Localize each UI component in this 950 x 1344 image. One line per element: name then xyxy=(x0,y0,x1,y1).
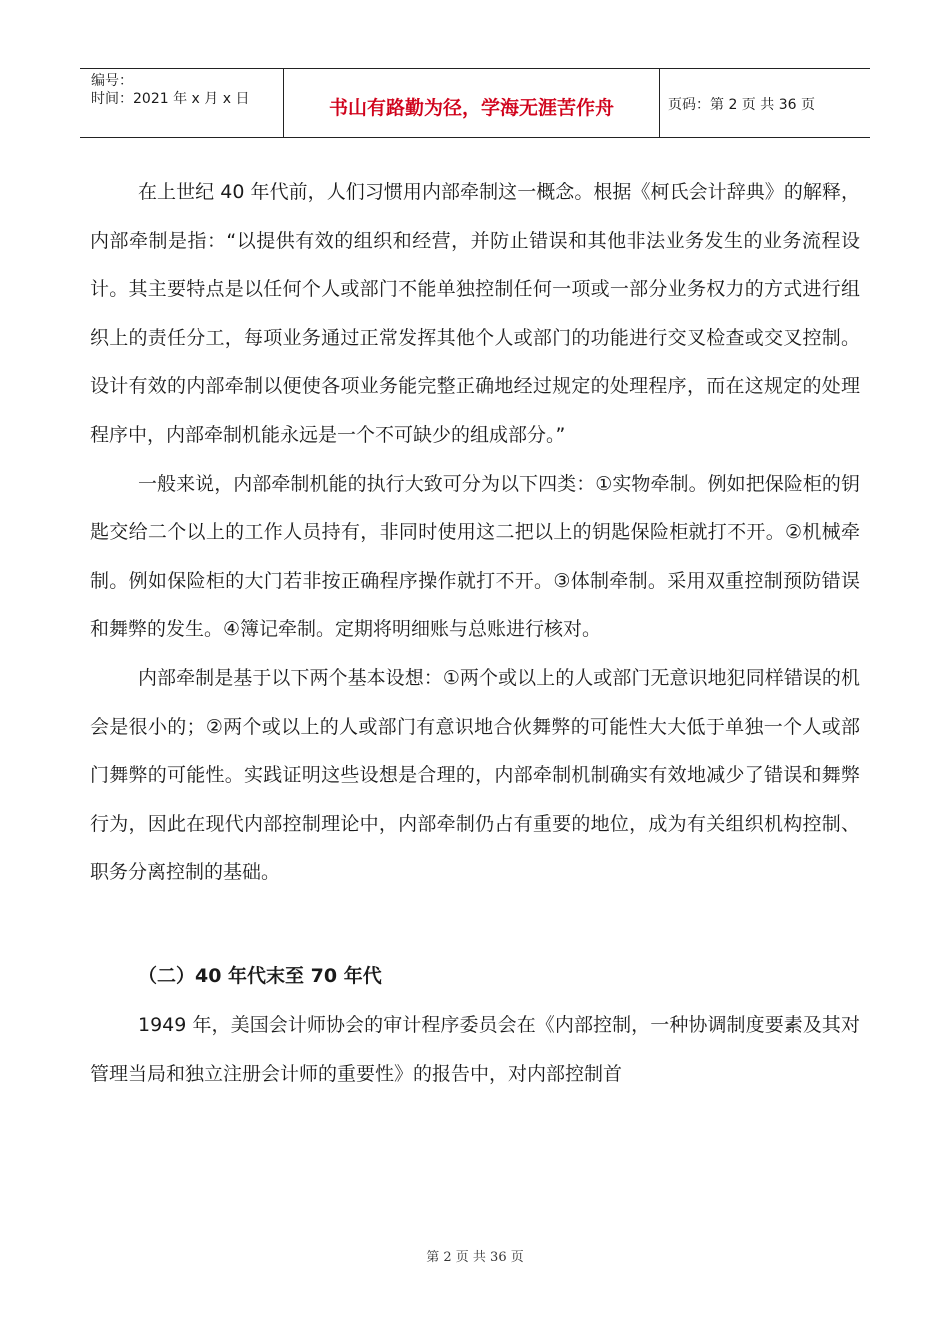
document-number-label: 编号： xyxy=(91,73,133,89)
footer-page-number: 第 2 页 共 36 页 xyxy=(426,1250,524,1265)
header-motto-cell xyxy=(284,69,660,137)
document-body xyxy=(90,168,860,1098)
header-motto: 书山有路勤为径，学海无涯苦作舟 xyxy=(328,96,614,119)
header-page-number: 页码：第 2 页 共 36 页 xyxy=(668,97,815,113)
section-heading: （二）40 年代末至 70 年代 xyxy=(138,964,382,987)
body-paragraph: 1949 年，美国会计师协会的审计程序委员会在《内部控制，一种协调制度要素及其对管理当局和独立注册会计师的重要性》的报告中，对内部控制首 xyxy=(90,1013,860,1085)
body-paragraph: 在上世纪 40 年代前，人们习惯用内部牵制这一概念。根据《柯氏会计辞典》的解释，内部牵制是指：“以提供有效的组织和经营，并防止错误和其他非法业务发生的业务流程设计。其主要特点是以任何个人或部门不能单独控制任何一项或一部分业务权力的方式进行组织上的责任分工，每项业务通过正常发挥其他个人或部门的功能进行交叉检查或交叉控制。设计有效的内部牵制以便使各项业务能完整正确地经过规定的处理程序，而在这规定的处理程序中，内部牵制机能永远是一个不可缺少的组成部分。” xyxy=(90,181,860,446)
header-page-cell xyxy=(660,69,870,137)
document-date-label: 时间：2021 年 x 月 x 日 xyxy=(91,91,250,107)
page-footer xyxy=(0,1246,950,1265)
body-paragraph: 内部牵制是基于以下两个基本设想：①两个或以上的人或部门无意识地犯同样错误的机会是很小的；②两个或以上的人或部门有意识地合伙舞弊的可能性大大低于单独一个人或部门舞弊的可能性。实践证明这些设想是合理的，内部牵制机制确实有效地减少了错误和舞弊行为，因此在现代内部控制理论中，内部牵制仍占有重要的地位，成为有关组织机构控制、职务分离控制的基础。 xyxy=(90,666,860,884)
body-paragraph: 一般来说，内部牵制机能的执行大致可分为以下四类：①实物牵制。例如把保险柜的钥匙交给二个以上的工作人员持有，非同时使用这二把以上的钥匙保险柜就打不开。②机械牵制。例如保险柜的大门若非按正确程序操作就打不开。③体制牵制。采用双重控制预防错误和舞弊的发生。④簿记牵制。定期将明细账与总账进行核对。 xyxy=(90,472,860,641)
header-meta-cell xyxy=(80,69,284,137)
document-header xyxy=(80,68,870,138)
